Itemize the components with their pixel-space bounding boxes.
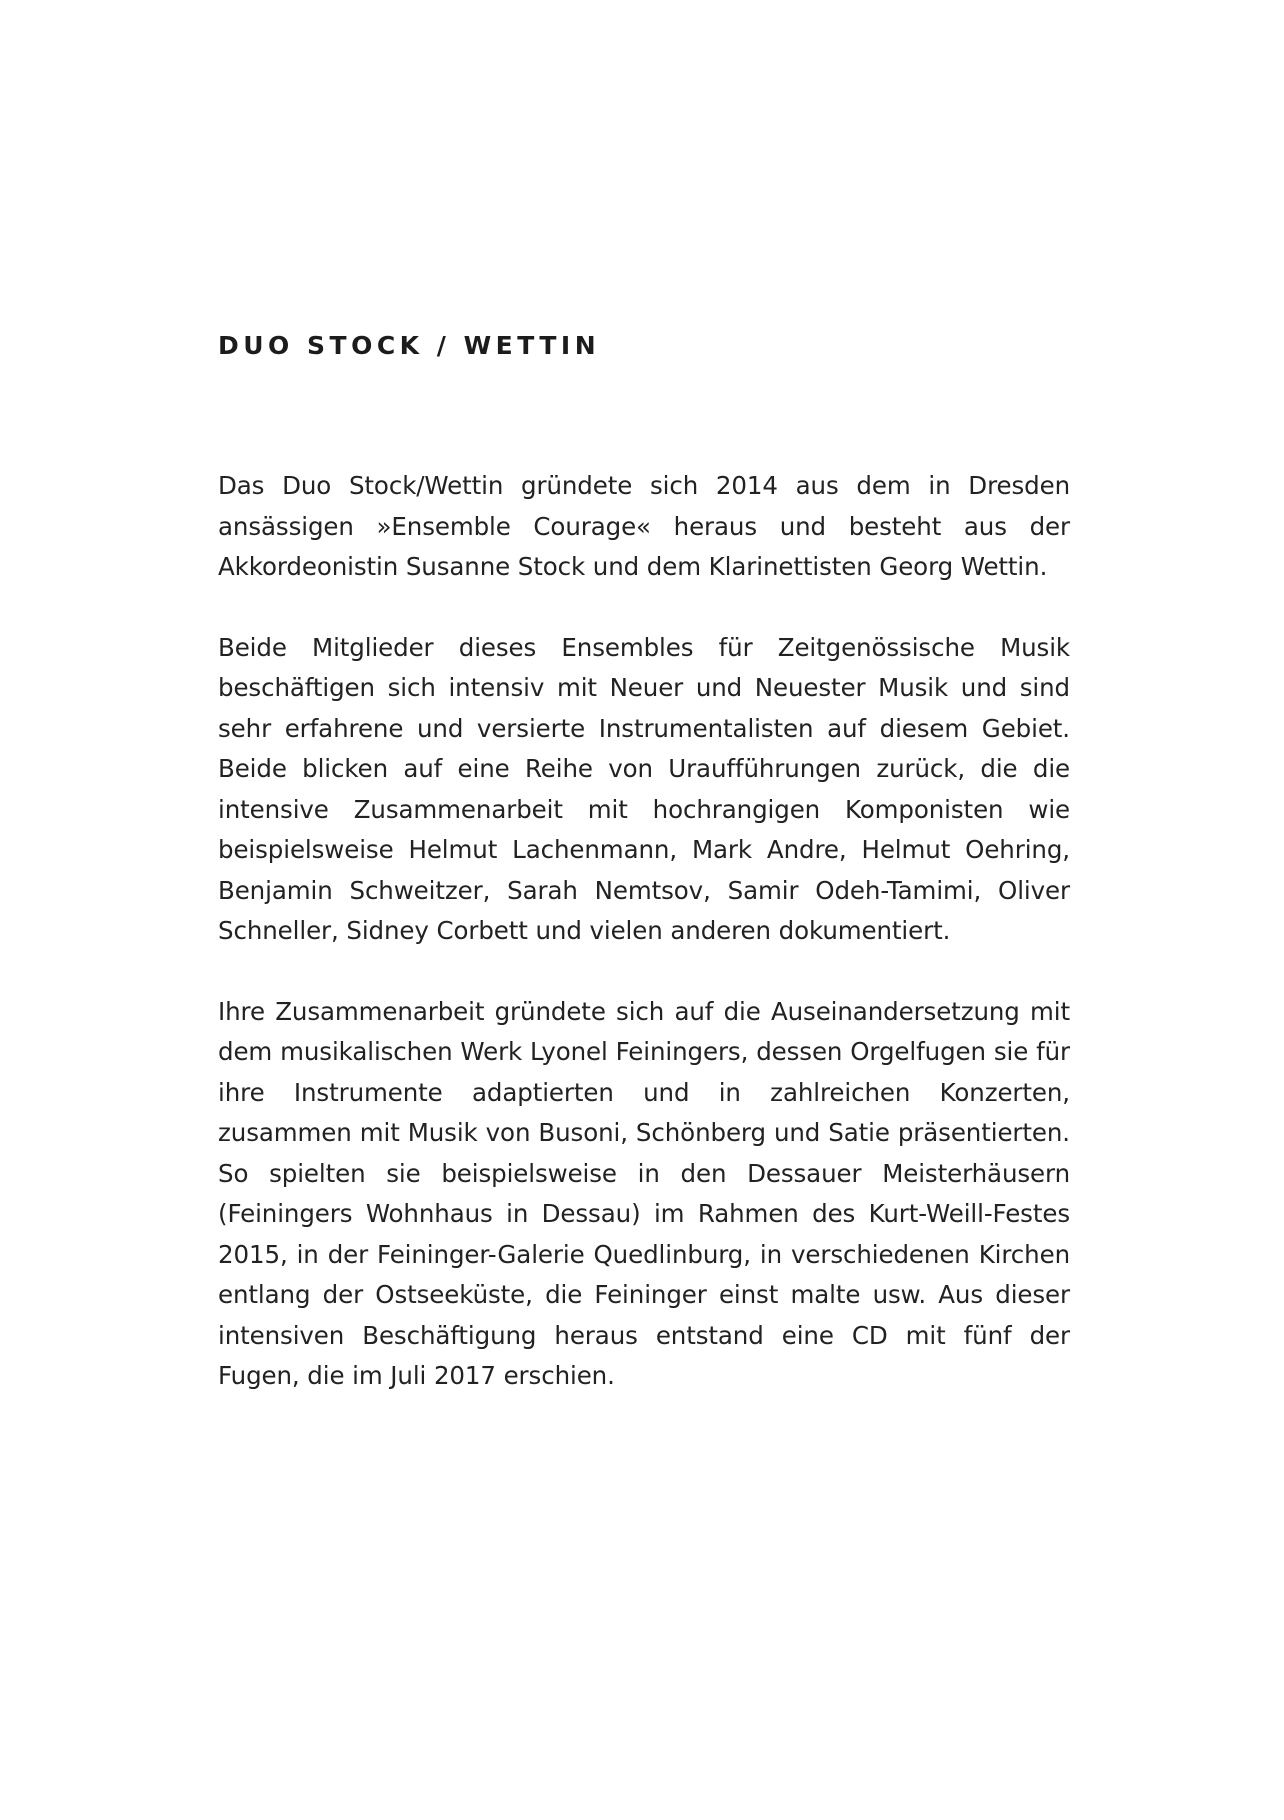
paragraph-members: Beide Mitglieder dieses Ensembles für Zeitgenössische Musik beschäftigen sich intensiv mit Neuer und Neuester Musik und sind sehr erfahrene und versierte Instrumentalisten auf diesem Gebiet. Beide blicken auf eine Reihe von Uraufführungen zurück, die die intensive Zusammenarbeit mit hochrangigen Komponisten wie beispielsweise Helmut Lachenmann, Mark Andre, Helmut Oehring, Benjamin Schweitzer, Sarah Nemtsov, Samir Odeh-Tamimi, Oliver Schneller, Sidney Corbett und vielen anderen dokumentiert. — [218, 632, 1070, 945]
document-title: DUO STOCK / WETTIN — [218, 331, 601, 360]
paragraph-collaboration: Ihre Zusammenarbeit gründete sich auf die Auseinandersetzung mit dem musikalischen Werk Lyonel Feiningers, dessen Orgelfugen sie für ihre Instrumente adaptierten und in zahlreichen Konzerten, zusammen mit Musik von Busoni, Schönberg und Satie präsentierten. So spielten sie beispielsweise in den Dessauer Meisterhäusern (Feiningers Wohnhaus in Dessau) im Rahmen des Kurt-Weill-Festes 2015, in der Feininger-Galerie Quedlinburg, in verschiedenen Kirchen entlang der Ostseeküste, die Feininger einst malte usw. Aus dieser intensiven Beschäftigung heraus entstand eine CD mit fünf der Fugen, die im Juli 2017 erschien. — [218, 996, 1070, 1390]
paragraph-intro: Das Duo Stock/Wettin gründete sich 2014 aus dem in Dresden ansässigen »Ensemble Courage« heraus und besteht aus der Akkordeonistin Susanne Stock und dem Klarinettisten Georg Wettin. — [218, 471, 1070, 581]
document-content — [218, 320, 1070, 1397]
